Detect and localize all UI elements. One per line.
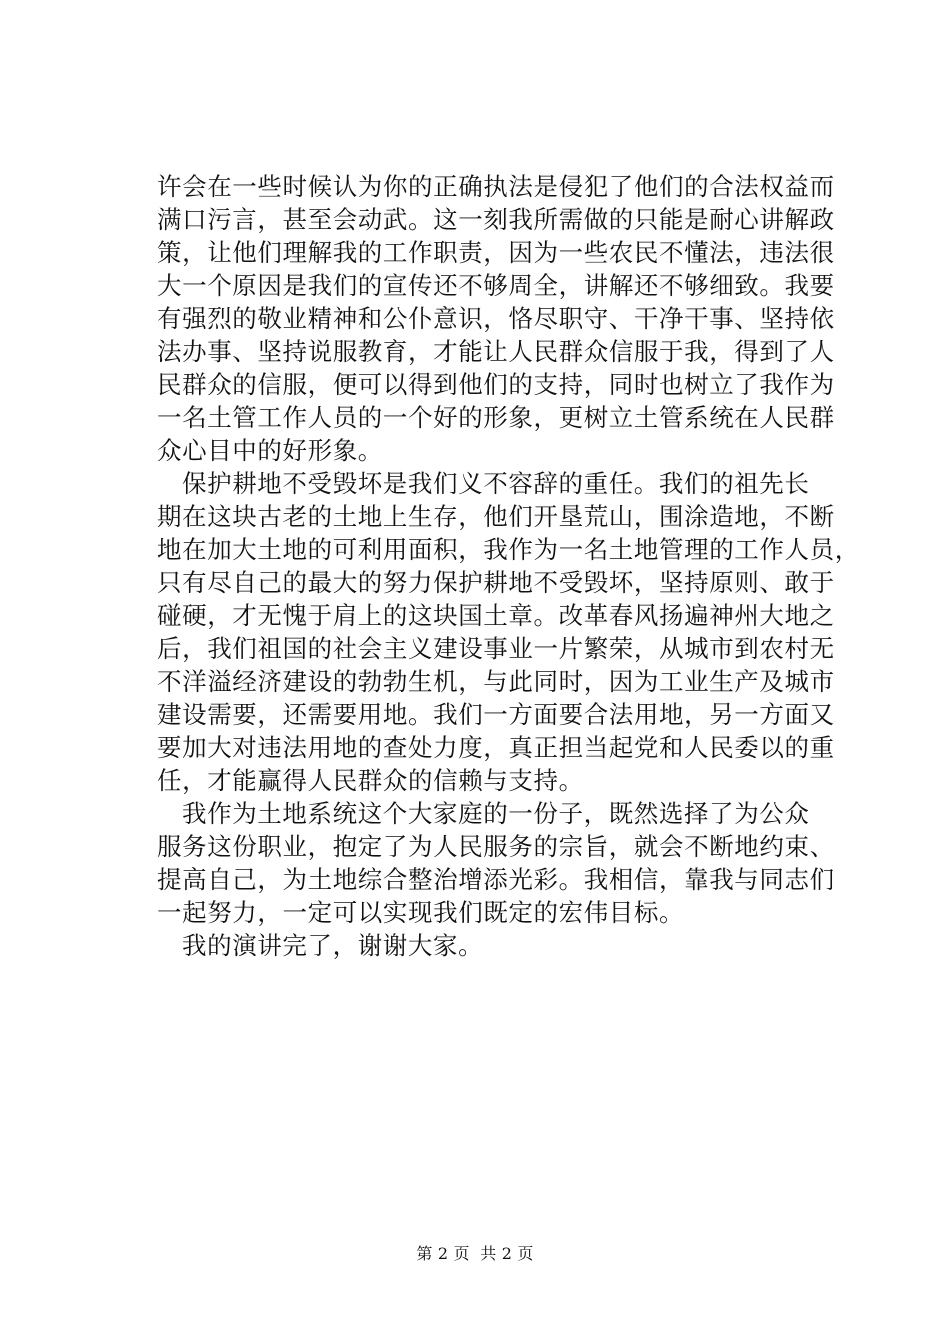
text-line: 许会在一些时候认为你的正确执法是侵犯了他们的合法权益而 <box>157 172 835 201</box>
text-line: 民群众的信服，便可以得到他们的支持，同时也树立了我作为 <box>157 370 835 399</box>
paragraph-start-line: 保护耕地不受毁坏是我们义不容辞的重任。我们的祖先长 <box>182 469 810 498</box>
text-line: 大一个原因是我们的宣传还不够周全，讲解还不够细致。我要 <box>157 271 835 300</box>
text-line: 只有尽自己的最大的努力保护耕地不受毁坏，坚持原则、敢于 <box>157 568 835 597</box>
text-line: 满口污言，甚至会动武。这一刻我所需做的只能是耐心讲解政 <box>157 205 835 234</box>
paragraph-start-line: 我的演讲完了，谢谢大家。 <box>182 931 484 960</box>
body-text <box>157 170 860 962</box>
text-line: 有强烈的敬业精神和公仆意识，恪尽职守、干净干事、坚持依 <box>157 304 835 333</box>
paragraph-start-line: 我作为土地系统这个大家庭的一份子，既然选择了为公众 <box>182 799 810 828</box>
page-footer: 第 2 页 共 2 页 <box>416 1244 534 1263</box>
text-line: 任，才能赢得人民群众的信赖与支持。 <box>157 766 584 795</box>
text-line: 法办事、坚持说服教育，才能让人民群众信服于我，得到了人 <box>157 337 835 366</box>
text-line: 不洋溢经济建设的勃勃生机，与此同时，因为工业生产及城市 <box>157 667 835 696</box>
text-line: 期在这块古老的土地上生存，他们开垦荒山，围涂造地，不断 <box>157 502 835 531</box>
text-line: 众心目中的好形象。 <box>157 436 383 465</box>
text-line: 策，让他们理解我的工作职责，因为一些农民不懂法，违法很 <box>157 238 835 267</box>
text-line: 建设需要，还需要用地。我们一方面要合法用地，另一方面又 <box>157 700 835 729</box>
text-line: 碰硬，才无愧于肩上的这块国土章。改革春风扬遍神州大地之 <box>157 601 835 630</box>
text-line: 要加大对违法用地的查处力度，真正担当起党和人民委以的重 <box>157 733 835 762</box>
text-line: 地在加大土地的可利用面积，我作为一名土地管理的工作人员， <box>157 535 860 564</box>
text-line: 服务这份职业，抱定了为人民服务的宗旨，就会不断地约束、 <box>157 832 835 861</box>
text-line: 一起努力，一定可以实现我们既定的宏伟目标。 <box>157 898 685 927</box>
text-line: 一名土管工作人员的一个好的形象，更树立土管系统在人民群 <box>157 403 835 432</box>
text-line: 提高自己，为土地综合整治增添光彩。我相信，靠我与同志们 <box>157 865 835 894</box>
text-line: 后，我们祖国的社会主义建设事业一片繁荣，从城市到农村无 <box>157 634 835 663</box>
